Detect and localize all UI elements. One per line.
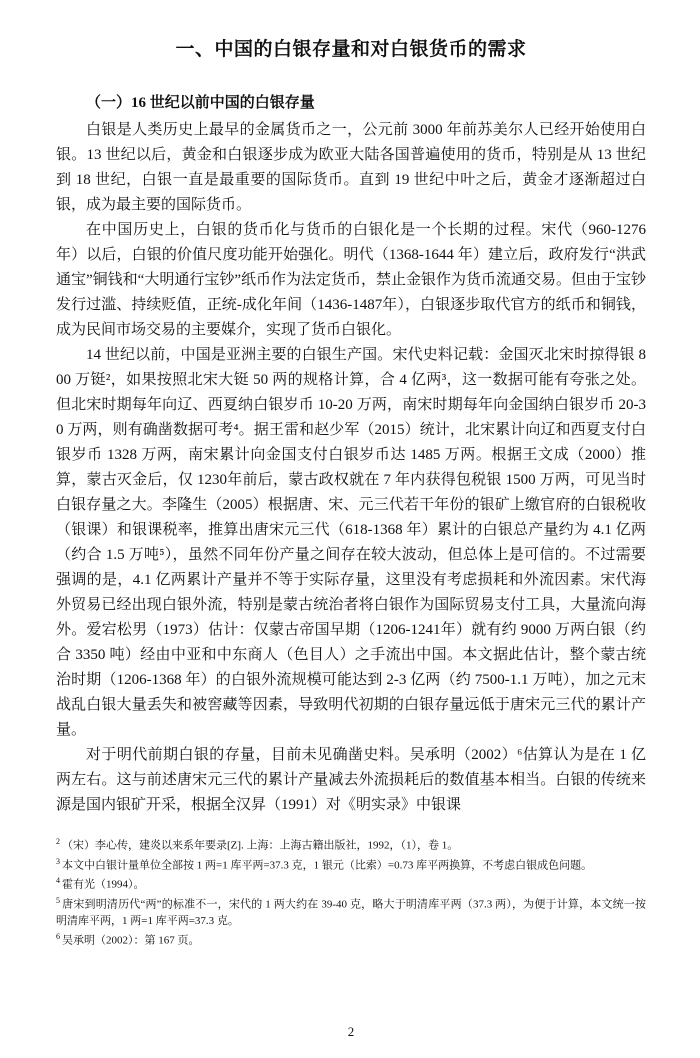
body-paragraph-2: 在中国历史上，白银的货币化与货币的白银化是一个长期的过程。宋代（960-1276 年）以后，白银的价值尺度功能开始强化。明代（1368-1644 年）建立后，政府发行“洪武通宝”铜钱和“大明通行宝钞”纸币作为法定货币，禁止金银作为货币流通交易。但由于宝钞发行过滥、持续贬值，正统-成化年间（1436-1487年），白银逐步取代官方的纸币和铜钱，成为民间市场交易的主要媒介，实现了货币白银化。 bbox=[56, 222, 646, 338]
body-paragraph-4: 对于明代前期白银的存量，目前未见确凿史料。吴承明（2002）⁶估算认为是在 1 亿两左右。这与前述唐宋元三代的累计产量减去外流损耗后的数值基本相当。白银的传统来源是国内银矿开采，根据全汉昇（1991）对《明实录》中银课 bbox=[56, 747, 646, 813]
footnote-text: 唐宋到明清历代“两”的标准不一，宋代的 1 两大约在 39-40 克，略大于明清库平两（37.3 两），为便于计算，本文统一按明清库平两，1 两=1 库平两=37.3 克。 bbox=[56, 898, 646, 927]
footnote-text: 霍有光（1994）。 bbox=[62, 878, 145, 891]
footnote-text: 吴承明（2002）：第 167 页。 bbox=[62, 934, 200, 947]
footnote-2 bbox=[56, 834, 646, 854]
footnote-marker: 2 bbox=[56, 837, 60, 846]
footnote-marker: 4 bbox=[56, 876, 60, 886]
page-number: 2 bbox=[347, 1024, 355, 1039]
footnote-marker: 3 bbox=[56, 856, 60, 866]
footnote-4 bbox=[56, 873, 646, 893]
footnote-5 bbox=[56, 893, 646, 929]
body-paragraph-3: 14 世纪以前，中国是亚洲主要的白银生产国。宋代史料记载：金国灭北宋时掠得银 800 万铤²，如果按照北宋大铤 50 两的规格计算，合 4 亿两³，这一数据可能有夸张之处。但北宋时期每年向辽、西夏纳白银岁币 10-20 万两，南宋时期每年向金国纳白银岁币 20-30 万两，则有确凿数据可考⁴。据王雷和赵少军（2015）统计，北宋累计向辽和西夏支付白银岁币 1328 万两，南宋累计向金国支付白银岁币达 1485 万两。根据王文成（2000）推算，蒙古灭金后，仅 1230年前后，蒙古政权就在 7 年内获得包税银 1500 万两，可见当时白银存量之大。李隆生（2005）根据唐、宋、元三代若干年份的银矿上缴官府的白银税收（银课）和银课税率，推算出唐宋元三代（618-1368 年）累计的白银总产量约为 4.1 亿两（约合 1.5 万吨⁵），虽然不同年份产量之间存在较大波动，但总体上是可信的。不过需要强调的是，4.1 亿两累计产量并不等于实际存量，这里没有考虑损耗和外流因素。宋代海外贸易已经出现白银外流，特别是蒙古统治者将白银作为国际贸易支付工具，大量流向海外。爱宕松男（1973）估计：仅蒙古帝国早期（1206-1241年）就有约 9000 万两白银（约合 3350 吨）经由中亚和中东商人（色目人）之手流出中国。本文据此估计，整个蒙古统治时期（1206-1368 年）的白银外流规模可能达到 2-3 亿两（约 7500-1.1 万吨），加之元末战乱白银大量丢失和被窖藏等因素，导致明代初期的白银存量远低于唐宋元三代的累计产量。 bbox=[56, 347, 646, 738]
section-heading: （一）16 世纪以前中国的白银存量 bbox=[86, 95, 315, 111]
footnote-text: 本文中白银计量单位全部按 1 两=1 库平两=37.3 克，1 银元（比索）=0.73 库平两换算，不考虑白银成色问题。 bbox=[62, 859, 593, 872]
document-title: 一、中国的白银存量和对白银货币的需求 bbox=[175, 39, 527, 60]
footnotes-section bbox=[56, 834, 646, 948]
footnote-marker: 5 bbox=[56, 895, 60, 905]
footnote-text: （宋）李心传，建炎以来系年要录[Z]. 上海：上海古籍出版社，1992，（1），卷 1。 bbox=[62, 839, 459, 852]
footnote-6 bbox=[56, 929, 646, 949]
footnote-marker: 6 bbox=[56, 931, 60, 941]
body-paragraph-1: 白银是人类历史上最早的金属货币之一，公元前 3000 年前苏美尔人已经开始使用白银。13 世纪以后，黄金和白银逐步成为欧亚大陆各国普遍使用的货币，特别是从 13 世纪到 18 世纪，白银一直是最重要的国际货币。直到 19 世纪中叶之后，黄金才逐渐超过白银，成为最主要的国际货币。 bbox=[56, 122, 646, 213]
footnote-3 bbox=[56, 854, 646, 874]
